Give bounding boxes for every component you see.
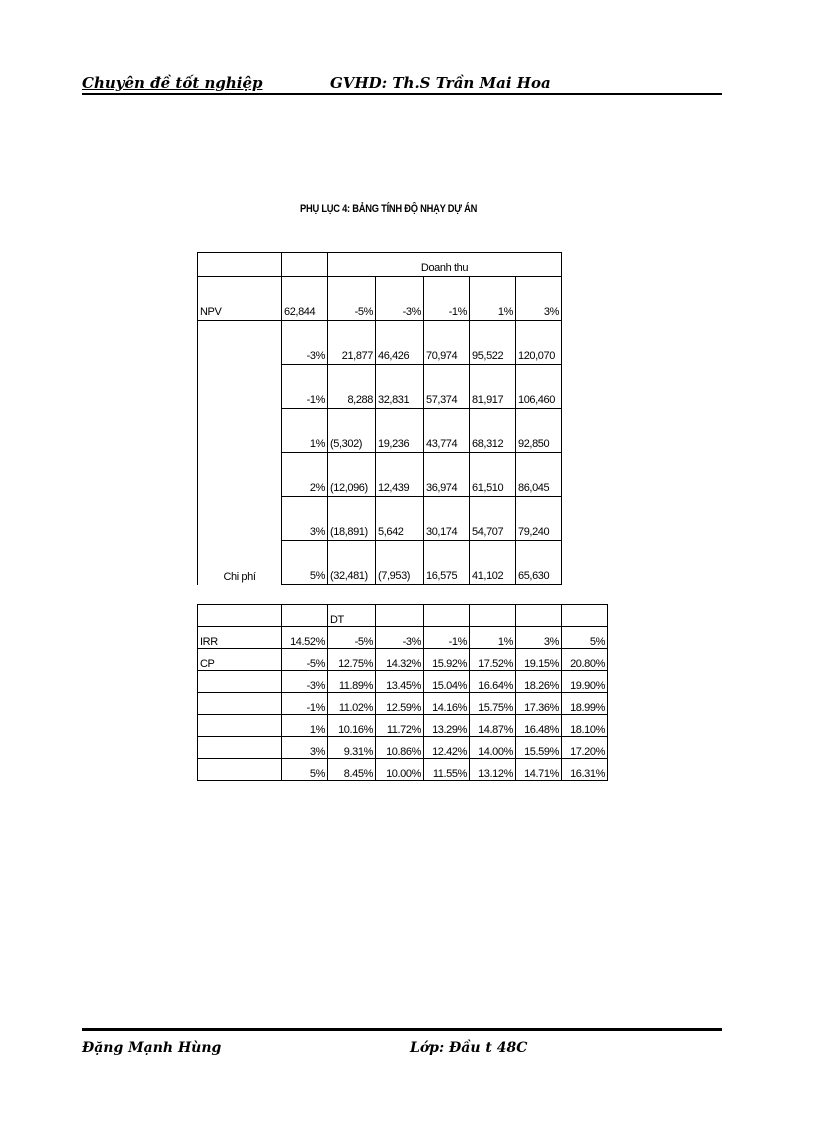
irr-cell: 14.71% [516,759,562,781]
irr-blank-cell [516,605,562,627]
irr-cell: 14.16% [424,693,470,715]
npv-cell: 8,288 [328,365,376,409]
footer-rule [82,1028,722,1031]
header-supervisor-text: GVHD: Th.S Trần Mai Hoa [330,74,551,92]
npv-cost-label: Chi phí [198,321,282,585]
npv-sensitivity-table [197,252,562,585]
npv-cost-change: 2% [282,453,328,497]
npv-revenue-change: 1% [470,277,516,321]
irr-cell: 17.20% [562,737,608,759]
irr-label-blank [198,737,282,759]
irr-cell: 13.29% [424,715,470,737]
irr-blank-cell [376,605,424,627]
npv-cell: (18,891) [328,497,376,541]
irr-cell: 19.90% [562,671,608,693]
irr-revenue-change: 1% [470,627,516,649]
irr-revenue-change: 5% [562,627,608,649]
irr-cell: 18.99% [562,693,608,715]
irr-cell: 17.36% [516,693,562,715]
irr-cell: 14.32% [376,649,424,671]
npv-revenue-change: -5% [328,277,376,321]
npv-cell: 19,236 [376,409,424,453]
appendix-title: PHỤ LỤC 4: BẢNG TÍNH ĐỘ NHẠY DỰ ÁN [300,203,478,215]
npv-cost-change: -1% [282,365,328,409]
npv-cell: (5,302) [328,409,376,453]
npv-cost-change: -3% [282,321,328,365]
irr-cell: 13.12% [470,759,516,781]
npv-cell: 32,831 [376,365,424,409]
irr-sensitivity-table [197,604,608,781]
irr-corner-cell-2 [282,605,328,627]
table-row [198,693,608,715]
npv-cell: 57,374 [424,365,470,409]
irr-cell: 14.87% [470,715,516,737]
npv-revenue-label: Doanh thu [328,253,562,277]
irr-revenue-label: DT [328,605,376,627]
irr-cell: 10.16% [328,715,376,737]
irr-cost-change: -5% [282,649,328,671]
npv-revenue-change: -3% [376,277,424,321]
irr-label-blank [198,671,282,693]
npv-corner-cell [198,253,282,277]
irr-cell: 9.31% [328,737,376,759]
npv-cell: 41,102 [470,541,516,585]
irr-cell: 19.15% [516,649,562,671]
irr-cell: 10.00% [376,759,424,781]
npv-cell: 65,630 [516,541,562,585]
irr-cell: 18.26% [516,671,562,693]
npv-cell: 46,426 [376,321,424,365]
irr-cell: 10.86% [376,737,424,759]
irr-cell: 12.75% [328,649,376,671]
npv-cell: 86,045 [516,453,562,497]
irr-row-label: IRR [198,627,282,649]
table-row [198,737,608,759]
npv-revenue-change: 3% [516,277,562,321]
irr-cell: 20.80% [562,649,608,671]
table-row [198,759,608,781]
npv-row-label: NPV [198,277,282,321]
irr-revenue-change: -3% [376,627,424,649]
npv-base-value: 62,844 [282,277,328,321]
irr-corner-cell [198,605,282,627]
irr-cell: 15.75% [470,693,516,715]
irr-cell: 16.64% [470,671,516,693]
npv-cell: 61,510 [470,453,516,497]
npv-cell: 79,240 [516,497,562,541]
irr-cell: 17.52% [470,649,516,671]
irr-cost-change: 3% [282,737,328,759]
irr-revenue-change: -1% [424,627,470,649]
npv-cell: 36,974 [424,453,470,497]
irr-cell: 16.31% [562,759,608,781]
table-row [198,321,562,365]
header-left-text: Chuyên đề tốt nghiệp [82,74,263,92]
table-row [198,715,608,737]
npv-cell: 21,877 [328,321,376,365]
table-row [198,671,608,693]
irr-cell: 15.04% [424,671,470,693]
irr-cell: 11.02% [328,693,376,715]
npv-cell: 70,974 [424,321,470,365]
npv-cost-change: 5% [282,541,328,585]
irr-revenue-change: -5% [328,627,376,649]
irr-cost-change: 1% [282,715,328,737]
npv-cell: 95,522 [470,321,516,365]
npv-corner-cell-2 [282,253,328,277]
irr-base-value: 14.52% [282,627,328,649]
npv-cell: 43,774 [424,409,470,453]
npv-cell: 120,070 [516,321,562,365]
irr-cell: 12.59% [376,693,424,715]
irr-label-blank [198,759,282,781]
npv-cell: 5,642 [376,497,424,541]
irr-cost-change: -1% [282,693,328,715]
header-rule [82,93,722,95]
irr-cell: 8.45% [328,759,376,781]
footer-class-text: Lớp: Đầu t 48C [410,1040,528,1056]
npv-cell: (12,096) [328,453,376,497]
irr-cost-change: -3% [282,671,328,693]
irr-label-blank [198,715,282,737]
irr-cost-label: CP [198,649,282,671]
irr-cell: 15.92% [424,649,470,671]
npv-cell: 16,575 [424,541,470,585]
irr-cell: 14.00% [470,737,516,759]
irr-cell: 12.42% [424,737,470,759]
npv-cost-change: 1% [282,409,328,453]
table-row [198,649,608,671]
irr-cell: 11.89% [328,671,376,693]
irr-label-blank [198,693,282,715]
npv-cell: 81,917 [470,365,516,409]
npv-revenue-change: -1% [424,277,470,321]
irr-cell: 13.45% [376,671,424,693]
irr-revenue-change: 3% [516,627,562,649]
irr-cell: 11.72% [376,715,424,737]
npv-cell: (7,953) [376,541,424,585]
npv-cell: 54,707 [470,497,516,541]
npv-cell: 30,174 [424,497,470,541]
npv-cell: 92,850 [516,409,562,453]
npv-cell: 106,460 [516,365,562,409]
npv-cost-change: 3% [282,497,328,541]
irr-cell: 18.10% [562,715,608,737]
irr-cell: 16.48% [516,715,562,737]
irr-blank-cell [470,605,516,627]
npv-cell: (32,481) [328,541,376,585]
footer-author-text: Đặng Mạnh Hùng [82,1040,222,1056]
npv-cell: 68,312 [470,409,516,453]
irr-blank-cell [562,605,608,627]
irr-cell: 15.59% [516,737,562,759]
npv-cell: 12,439 [376,453,424,497]
irr-cell: 11.55% [424,759,470,781]
irr-cost-change: 5% [282,759,328,781]
irr-blank-cell [424,605,470,627]
